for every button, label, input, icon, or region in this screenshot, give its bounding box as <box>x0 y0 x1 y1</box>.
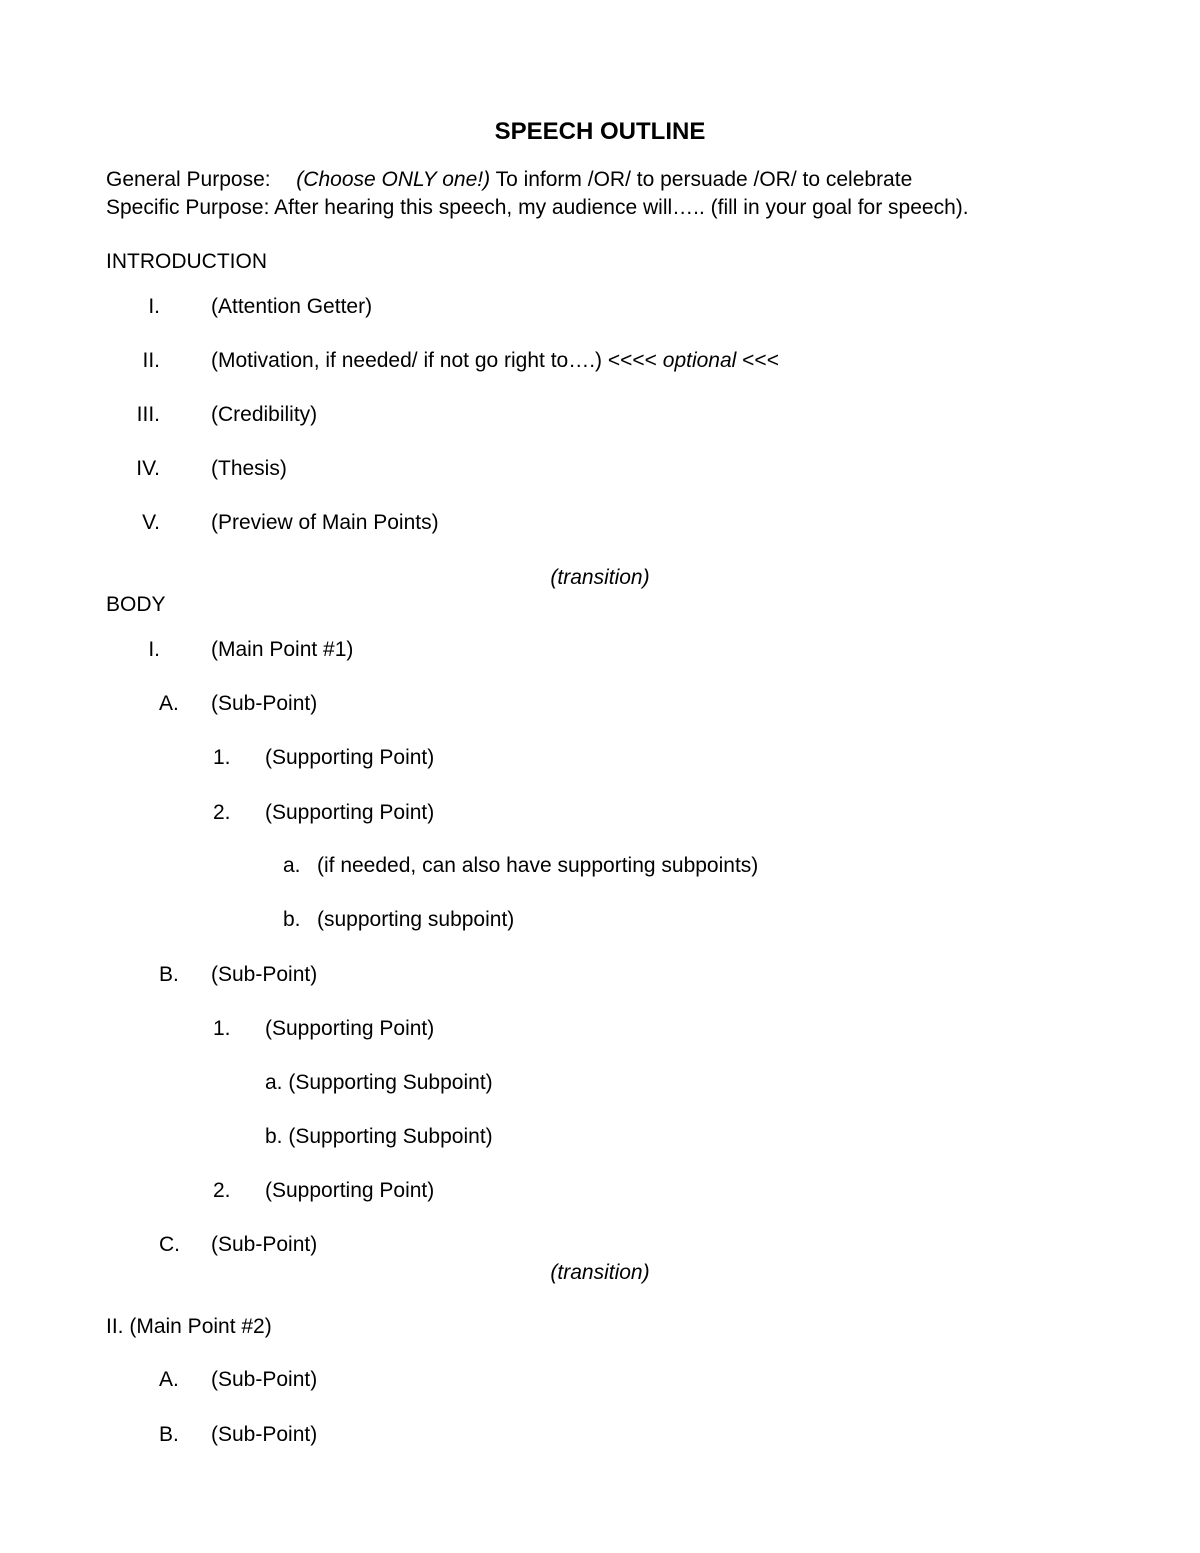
sub-point-number: A. <box>159 1368 179 1391</box>
specific-purpose-line <box>106 194 969 222</box>
introduction-heading: INTRODUCTION <box>106 250 267 273</box>
page-title: SPEECH OUTLINE <box>494 118 706 145</box>
sub-point-text: (Sub-Point) <box>211 963 318 986</box>
intro-item-text: (Preview of Main Points) <box>211 511 439 534</box>
transition-label: (transition) <box>550 1261 650 1284</box>
intro-item-text: (Attention Getter) <box>211 295 373 318</box>
sub-point-number: C. <box>159 1233 180 1256</box>
sub-point-number: A. <box>159 692 179 715</box>
general-purpose-line <box>106 166 912 194</box>
main-point-line: II. (Main Point #2) <box>106 1315 272 1338</box>
subpoint-line: a. (Supporting Subpoint) <box>265 1071 493 1094</box>
main-point-text: (Main Point #1) <box>211 638 354 661</box>
supporting-point-text: (Supporting Point) <box>265 746 435 769</box>
intro-item-number: IV. <box>136 457 160 480</box>
supporting-point-number: 1. <box>213 1017 231 1040</box>
supporting-point-number: 1. <box>213 746 231 769</box>
intro-item-text: (Credibility) <box>211 403 318 426</box>
optional-label: optional <box>662 349 737 372</box>
intro-item-motivation-text: (Motivation, if needed/ if not go right to….) <<<< <box>211 349 657 372</box>
sub-point-text: (Sub-Point) <box>211 1423 318 1446</box>
optional-tail: <<< <box>742 349 779 372</box>
supporting-point-text: (Supporting Point) <box>265 801 435 824</box>
transition-label: (transition) <box>550 566 650 589</box>
intro-item-text: (Thesis) <box>211 457 287 480</box>
subpoint-text: (if needed, can also have supporting subpoints) <box>317 854 759 877</box>
sub-point-number: B. <box>159 963 179 986</box>
general-purpose-text: To inform /OR/ to persuade /OR/ to celebrate <box>495 168 913 191</box>
supporting-point-text: (Supporting Point) <box>265 1017 435 1040</box>
intro-item-number: I. <box>148 295 160 318</box>
subpoint-letter: a. <box>283 854 301 877</box>
intro-item-text <box>211 347 779 375</box>
supporting-point-text: (Supporting Point) <box>265 1179 435 1202</box>
supporting-point-number: 2. <box>213 801 231 824</box>
subpoint-line: b. (Supporting Subpoint) <box>265 1125 493 1148</box>
supporting-point-number: 2. <box>213 1179 231 1202</box>
intro-item-number: V. <box>142 511 160 534</box>
sub-point-text: (Sub-Point) <box>211 1233 318 1256</box>
sub-point-text: (Sub-Point) <box>211 692 318 715</box>
subpoint-letter: b. <box>283 908 301 931</box>
body-heading: BODY <box>106 593 166 616</box>
specific-purpose-text: After hearing this speech, my audience will….. (fill in your goal for speech). <box>274 196 969 219</box>
main-point-number: I. <box>148 638 160 661</box>
sub-point-text: (Sub-Point) <box>211 1368 318 1391</box>
general-purpose-label: General Purpose: <box>106 168 271 191</box>
intro-item-number: III. <box>136 403 160 426</box>
sub-point-number: B. <box>159 1423 179 1446</box>
subpoint-text: (supporting subpoint) <box>317 908 515 931</box>
specific-purpose-label: Specific Purpose: <box>106 196 270 219</box>
intro-item-number: II. <box>142 349 160 372</box>
general-purpose-note: (Choose ONLY one!) <box>296 168 491 191</box>
